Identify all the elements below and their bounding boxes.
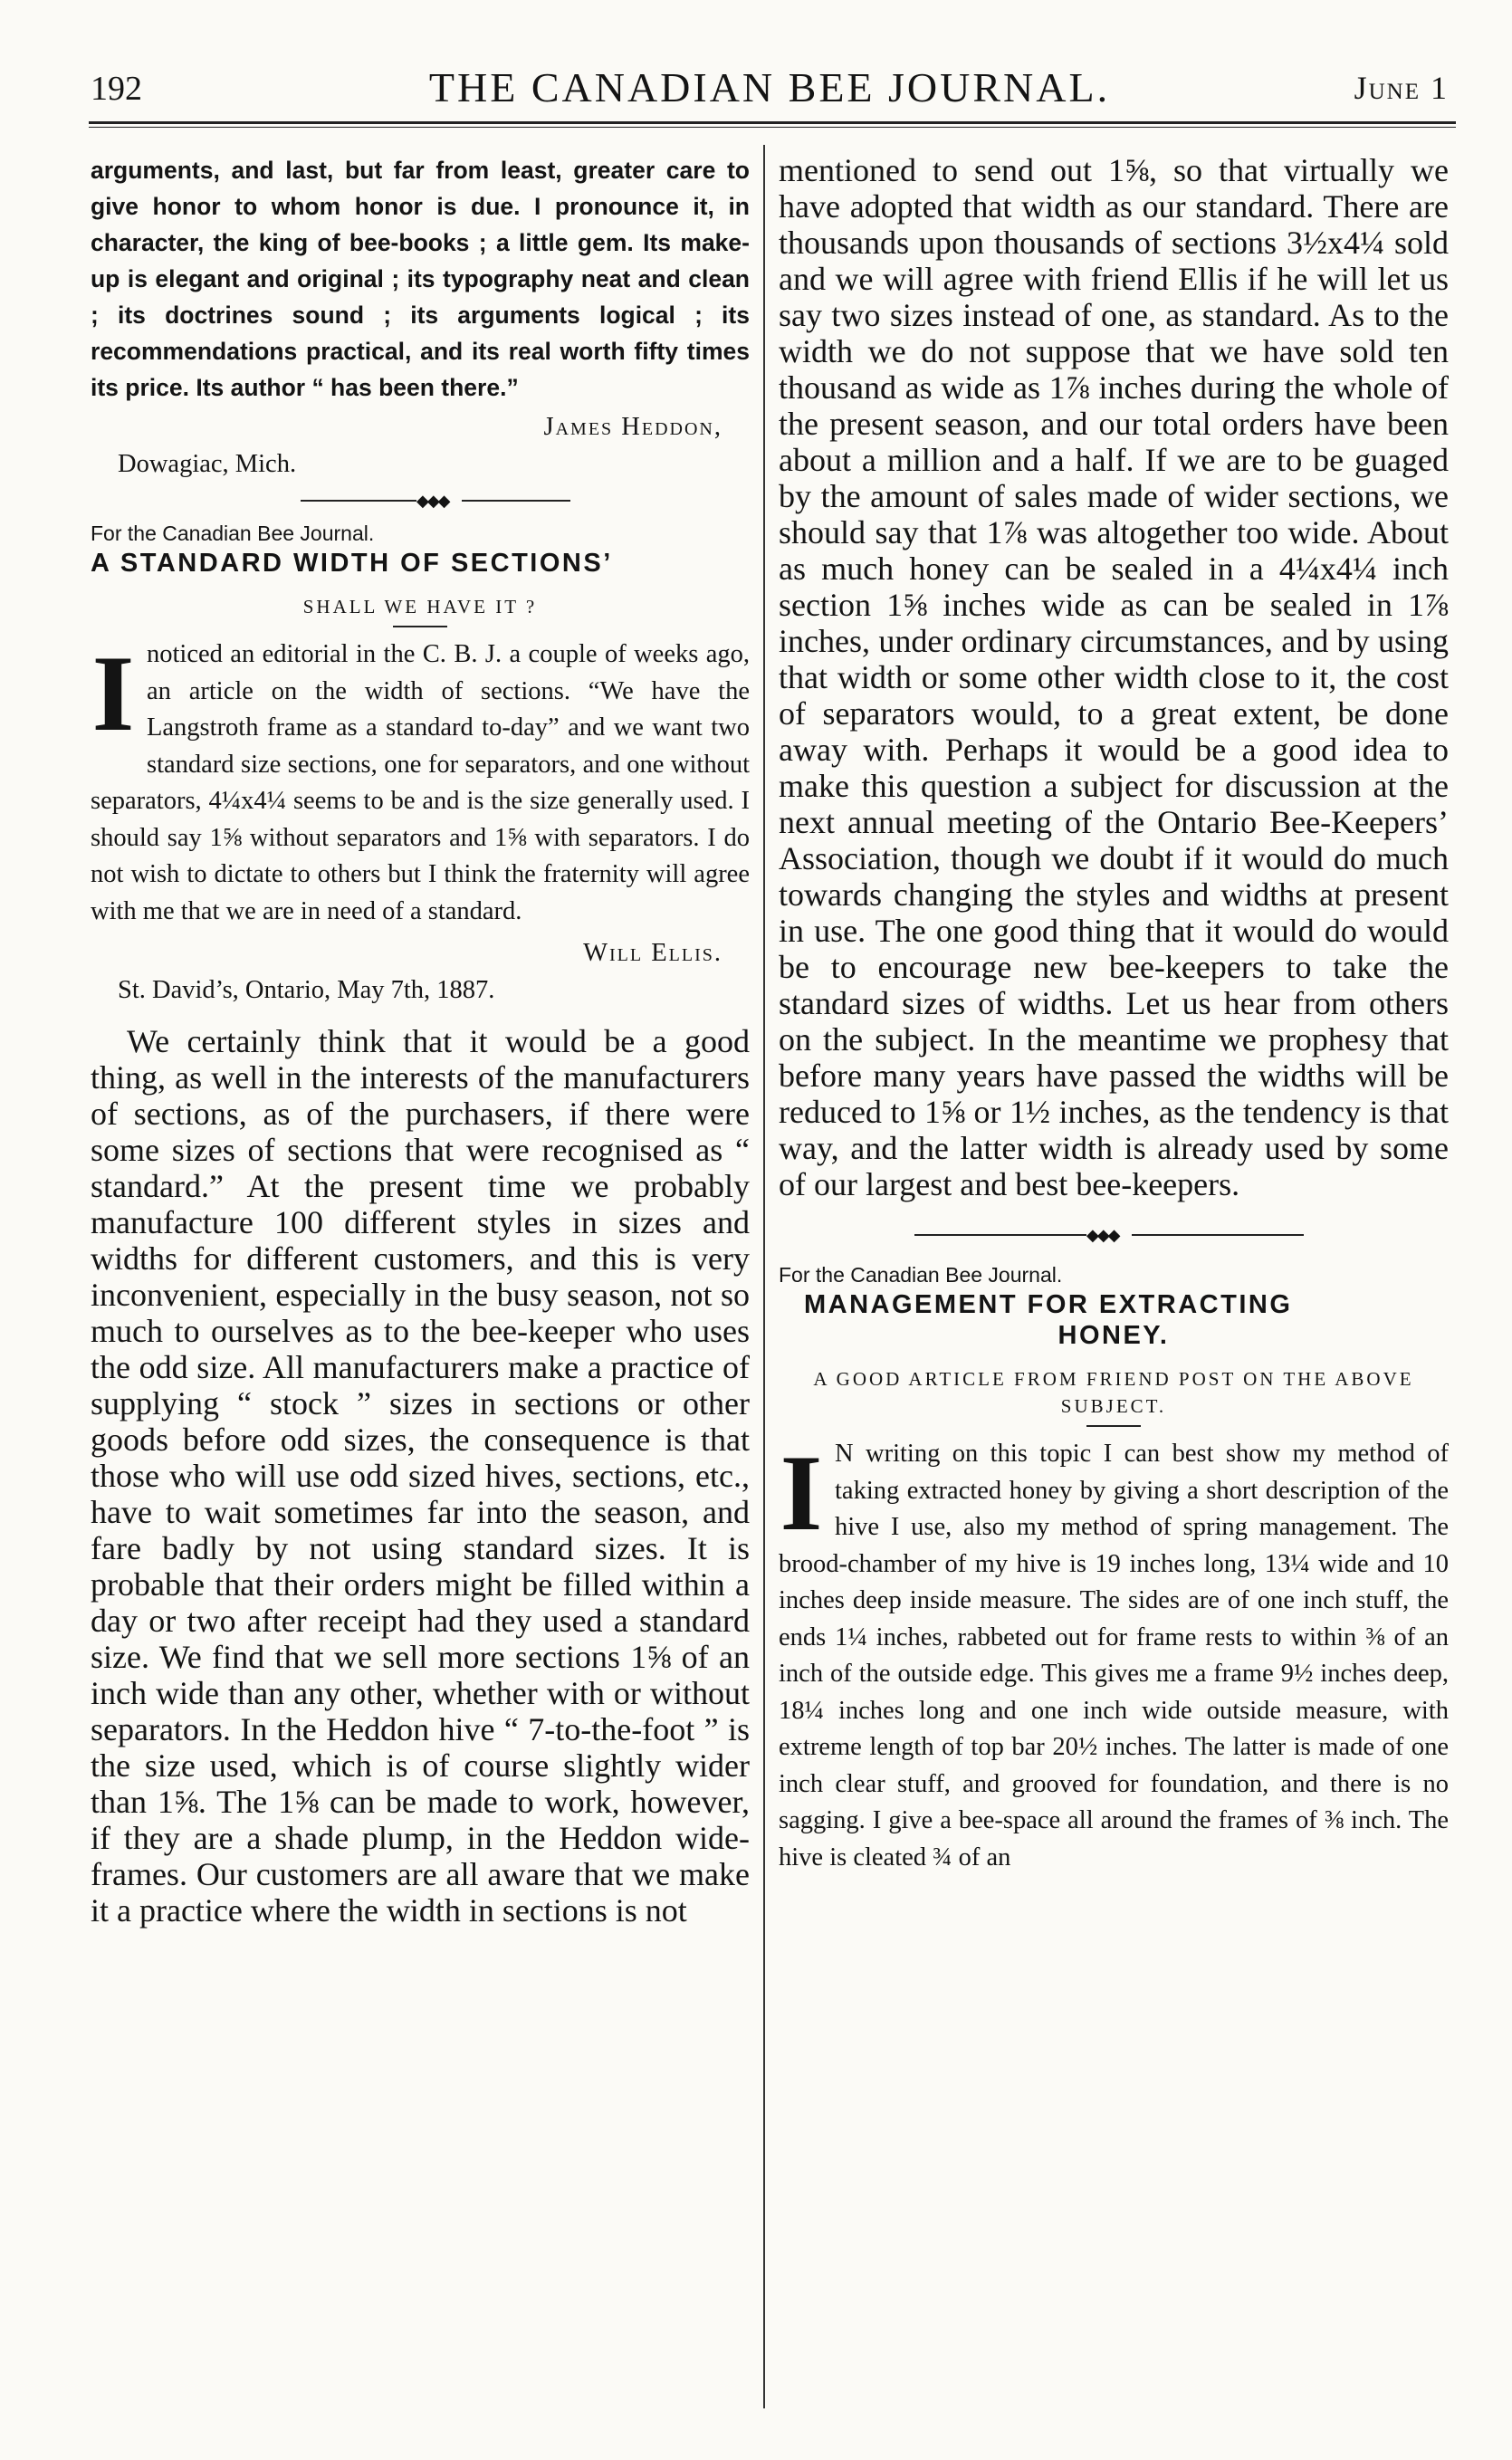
right-column <box>779 152 1449 2407</box>
article1-dateline: St. David’s, Ontario, May 7th, 1887. <box>118 975 495 1004</box>
column-divider <box>763 145 765 2408</box>
article2-subtitle: A GOOD ARTICLE FROM FRIEND POST ON THE ABOVE SUBJECT. <box>813 1368 1414 1417</box>
article1-letter: noticed an editorial in the C. B. J. a couple of weeks ago, an article on the width of sections. “We have the Langstroth frame as a standard to-day” and we want two standard size sections, one for separators, and one without separators, 4¼x4¼ seems to be and is the size generally used. I should say 1⅝ without separators and 1⅝ with separators. I do not wish to dictate to others but I think the fraternity will agree with me that we are in need of a standard. <box>91 640 750 925</box>
article2-text: N writing on this topic I can best show my method of taking extracted honey by giving a short description of the hive I use, also my method of spring management. The brood-chamber of my hive is 19 inches long, 13¼ wide and 10 inches deep inside measure. The sides are of one inch stuff, the ends 1¼ inches, rabbeted out for frame rests to within ⅜ of an inch of the outside edge. This gives me a frame 9½ inches deep, 18¼ inches long and one inch wide outside measure, with extreme length of top bar 20½ inches. The latter is made of one inch clear stuff, and grooved for foundation, and there is no sagging. I give a bee-space all around the frames of ⅜ inch. The hive is cleated ¾ of an <box>779 1440 1449 1871</box>
header-rule-thin <box>89 127 1456 128</box>
article2-source: For the Canadian Bee Journal. <box>779 1263 1063 1287</box>
review-text: arguments, and last, but far from least, greater care to give honor to whom honor is due. I pronounce it, in character, the king of bee-books ; a little gem. Its make-up is elegant and original ; its typography neat and clean ; its doctrines sound ; its arguments logical ; its recommendations practical, and its real worth fifty times its price. Its author “ has been there.” <box>91 157 750 401</box>
running-head <box>91 60 1449 114</box>
page-number: 192 <box>91 70 142 108</box>
review-signature: James Heddon, <box>543 413 723 441</box>
article2-title-line1: MANAGEMENT FOR EXTRACTING <box>804 1290 1293 1319</box>
section-ornament: ◆◆◆ <box>91 486 750 515</box>
header-rule <box>89 121 1456 124</box>
review-place: Dowagiac, Mich. <box>118 449 297 478</box>
article1-dropcap: I <box>91 633 135 753</box>
section-ornament: ◆◆◆ <box>779 1220 1449 1249</box>
journal-title: THE CANADIAN BEE JOURNAL. <box>428 64 1111 110</box>
article1-signature: Will Ellis. <box>583 939 723 967</box>
subtitle-rule <box>1086 1425 1141 1427</box>
editorial-left: We certainly think that it would be a good thing, as well in the interests of the manufacturers of sections, as of the purchasers, if there were some sizes of sections that were recognised as “ standard.” At the present time we probably manufacture 100 different styles in sizes and widths for different customers, and this is very inconvenient, especially in the busy season, not so much to ourselves as to the bee-keeper who uses the odd size. All manufacturers make a practice of supplying “ stock ” sizes in sections or other goods before odd sizes, the consequence is that those who will use odd sized hives, sections, etc., have to wait sometimes far into the season, and fare badly by not using standard sizes. It is probable that their orders might be filled within a day or two after receipt had they used a standard size. We find that we sell more sections 1⅝ of an inch wide than any other, whether with or without separators. In the Heddon hive “ 7-to-the-foot ” is the size used, which is of course slightly wider than 1⅝. The 1⅝ can be made to work, however, if they are a shade plump, in the Heddon wide-frames. Our customers are all aware that we make it a practice where the width in sections is not <box>91 1023 750 1929</box>
article2-body <box>779 1432 1449 1876</box>
article1-body <box>91 633 750 930</box>
issue-date: June 1 <box>1354 70 1449 106</box>
editorial-right: mentioned to send out 1⅝, so that virtually we have adopted that width as our standard. There are thousands upon thousands of sections 3½x4¼ sold and we will agree with friend Ellis if he will let us say two sizes instead of one, as standard. As to the width we do not suppose that we have sold ten thousand as wide as 1⅞ inches during the whole of the present season, and our total orders have been about a million and a half. If we are to be guaged by the amount of sales made of wider sections, we should say that 1⅞ was altogether too wide. About as much honey can be sealed in a 4¼x4¼ inch section 1⅝ inches wide as can be sealed in 1⅞ inches, under ordinary circumstances, and by using that width or some other width close to it, the cost of separators would, to a great extent, be done away with. Perhaps it would be a good idea to make this question a subject for discussion at the next annual meeting of the Ontario Bee-Keepers’ Association, though we doubt if it would do much towards changing the styles and widths at present in use. The one good thing that it would do would be to encourage new bee-keepers to take the standard sizes of widths. Let us hear from others on the subject. In the meantime we prophesy that before many years have passed the widths will be reduced to 1⅝ or 1½ inches, as the tendency is that way, and the latter width is already used by some of our largest and best bee-keepers. <box>779 152 1449 1202</box>
article1-source: For the Canadian Bee Journal. <box>91 522 375 545</box>
left-column <box>91 152 750 2407</box>
article2-dropcap: I <box>780 1432 823 1553</box>
subtitle-rule <box>393 626 447 627</box>
article1-title: A STANDARD WIDTH OF SECTIONS’ <box>91 549 613 578</box>
article1-subtitle: SHALL WE HAVE IT ? <box>302 596 538 617</box>
article2-title-line2: HONEY. <box>1057 1321 1170 1350</box>
